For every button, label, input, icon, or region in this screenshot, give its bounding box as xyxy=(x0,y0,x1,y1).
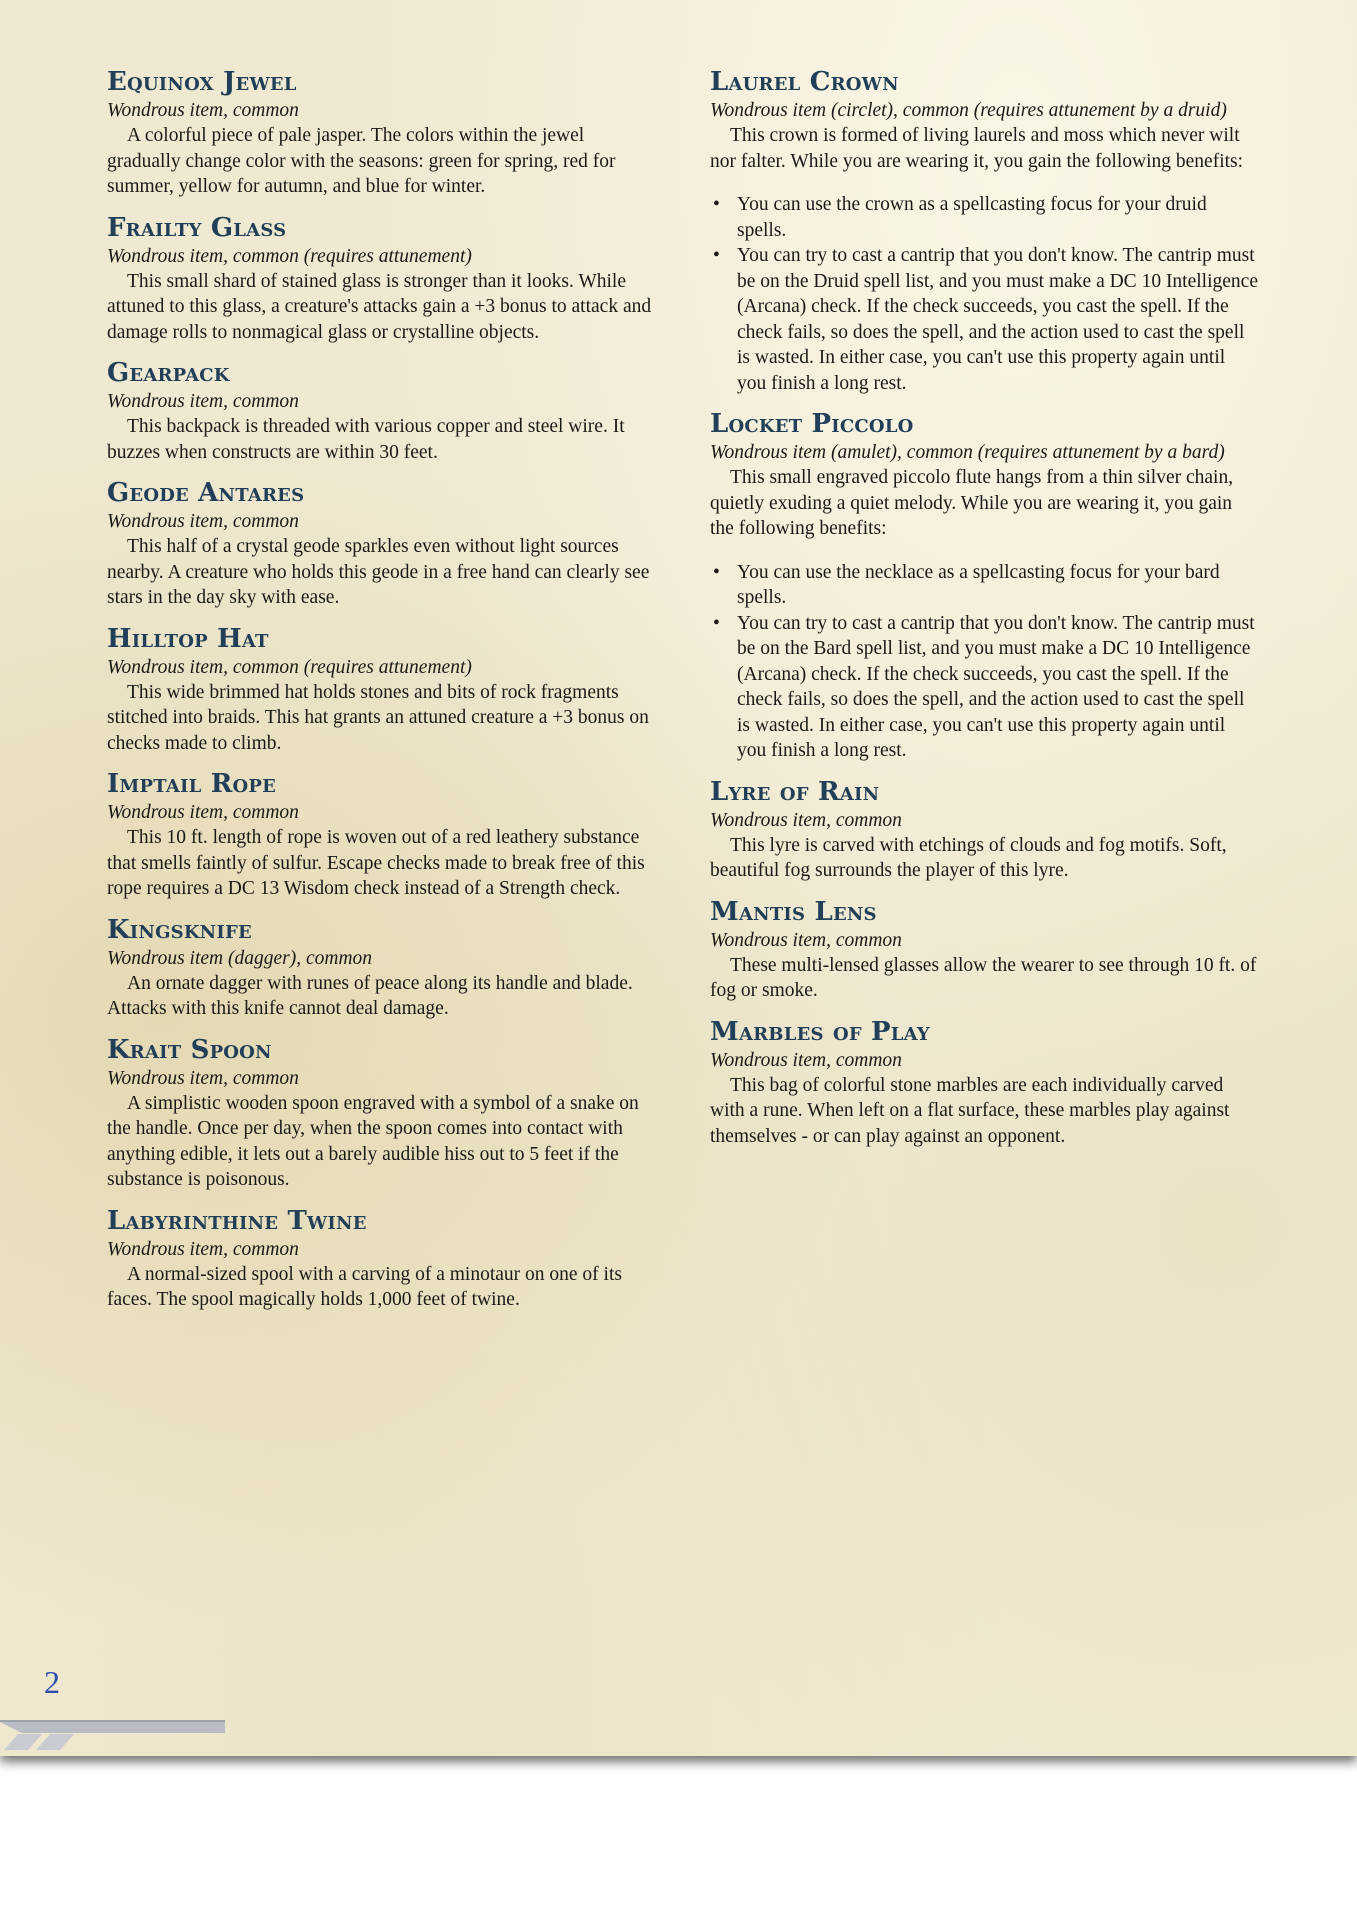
item-title: Kingsknife xyxy=(107,914,252,945)
item-entry xyxy=(710,776,1258,884)
item-entry xyxy=(107,477,652,611)
right-column xyxy=(710,66,1258,1161)
item-title: Krait Spoon xyxy=(107,1034,272,1065)
benefit-list xyxy=(710,560,1258,764)
item-entry xyxy=(107,1205,652,1313)
footer-ornament xyxy=(0,1714,230,1756)
left-column xyxy=(107,66,652,1325)
benefit-bullet: • You can try to cast a cantrip that you don't know. The cantrip must be on the Bard spell list, and you must make a DC 10 Intelligence (Arcana) check. If the check succeeds, you cast the spell. If the check fails, so does the spell, and the action used to cast the spell is wasted. In either case, you can't use this property again until you finish a long rest. xyxy=(737,611,1258,764)
item-subtitle: Wondrous item (circlet), common (requires attunement by a druid) xyxy=(710,100,1227,121)
item-title: Hilltop Hat xyxy=(107,623,269,654)
item-subtitle: Wondrous item, common xyxy=(107,511,299,532)
item-entry xyxy=(107,914,652,1022)
item-title: Frailty Glass xyxy=(107,212,287,243)
item-subtitle: Wondrous item, common xyxy=(710,929,902,951)
item-title: Gearpack xyxy=(107,358,230,388)
benefit-bullet: • You can try to cast a cantrip that you don't know. The cantrip must be on the Druid spell list, and you must make a DC 10 Intelligence (Arcana) check. If the check succeeds, you cast the spell. If the check fails, so does the spell, and the action used to cast the spell is wasted. In either case, you can't use this property again until you finish a long rest. xyxy=(737,243,1258,396)
item-subtitle: Wondrous item, common xyxy=(107,100,299,121)
item-title: Laurel Crown xyxy=(710,67,899,97)
item-entry xyxy=(710,66,1258,396)
item-description: This 10 ft. length of rope is woven out of a red leathery substance that smells faintly of sulfur. Escape checks made to break free of this rope requires a DC 13 Wisdom check instead of a Strength check. xyxy=(107,827,645,899)
item-subtitle: Wondrous item, common (requires attunement) xyxy=(107,245,472,267)
item-description: A colorful piece of pale jasper. The colors within the jewel gradually change color with the seasons: green for spring, red for summer, yellow for autumn, and blue for winter. xyxy=(107,125,616,197)
item-description: An ornate dagger with runes of peace along its handle and blade. Attacks with this knife cannot deal damage. xyxy=(107,972,633,1019)
item-subtitle: Wondrous item, common xyxy=(107,802,299,823)
item-entry xyxy=(107,212,652,346)
item-entry xyxy=(107,768,652,902)
item-subtitle: Wondrous item, common (requires attunement) xyxy=(107,656,472,678)
item-subtitle: Wondrous item, common xyxy=(710,1049,902,1071)
benefit-list xyxy=(710,192,1258,396)
item-description: This small shard of stained glass is stronger than it looks. While attuned to this glass, a creature's attacks gain a +3 bonus to attack and damage rolls to nonmagical glass or crystalline objects. xyxy=(107,270,652,343)
item-subtitle: Wondrous item, common xyxy=(710,809,902,831)
page-number: 2 xyxy=(44,1664,60,1700)
item-description: This crown is formed of living laurels and moss which never wilt nor falter. While you are wearing it, you gain the following benefits: xyxy=(710,125,1244,172)
item-subtitle: Wondrous item (dagger), common xyxy=(107,947,373,969)
item-title: Geode Antares xyxy=(107,478,305,508)
item-description: This wide brimmed hat holds stones and bits of rock fragments stitched into braids. This hat grants an attuned creature a +3 bonus on checks made to climb. xyxy=(107,681,649,754)
item-entry xyxy=(710,1016,1258,1150)
item-subtitle: Wondrous item, common xyxy=(107,1238,299,1260)
item-description: These multi-lensed glasses allow the wearer to see through 10 ft. of fog or smoke. xyxy=(710,954,1257,1001)
benefit-bullet: • You can use the crown as a spellcasting focus for your druid spells. xyxy=(737,192,1258,243)
item-title: Equinox Jewel xyxy=(107,67,297,97)
item-description: This lyre is carved with etchings of clouds and fog motifs. Soft, beautiful fog surrounds the player of this lyre. xyxy=(710,834,1227,881)
benefit-bullet: • You can use the necklace as a spellcasting focus for your bard spells. xyxy=(737,560,1258,611)
item-entry xyxy=(107,357,652,465)
item-title: Locket Piccolo xyxy=(710,409,914,439)
item-description: A normal-sized spool with a carving of a minotaur on one of its faces. The spool magically holds 1,000 feet of twine. xyxy=(107,1263,622,1310)
item-title: Lyre of Rain xyxy=(710,776,880,807)
item-entry xyxy=(710,896,1258,1004)
item-title: Imptail Rope xyxy=(107,769,277,799)
item-title: Labyrinthine Twine xyxy=(107,1205,367,1236)
item-description: This half of a crystal geode sparkles even without light sources nearby. A creature who holds this geode in a free hand can clearly see stars in the day sky with ease. xyxy=(107,536,650,608)
item-description: This bag of colorful stone marbles are each individually carved with a rune. When left on a flat surface, these marbles play against themselves - or can play against an opponent. xyxy=(710,1074,1230,1147)
item-entry xyxy=(710,408,1258,764)
item-subtitle: Wondrous item (amulet), common (requires attunement by a bard) xyxy=(710,442,1225,463)
item-entry xyxy=(107,623,652,757)
item-description: This backpack is threaded with various copper and steel wire. It buzzes when constructs are within 30 feet. xyxy=(107,416,625,463)
item-title: Mantis Lens xyxy=(710,896,877,927)
item-description: A simplistic wooden spoon engraved with a symbol of a snake on the handle. Once per day, when the spoon comes into contact with anything edible, it lets out a barely audible hiss out to 5 feet if the substance is poisonous. xyxy=(107,1092,639,1190)
item-entry xyxy=(107,66,652,200)
item-description: This small engraved piccolo flute hangs from a thin silver chain, quietly exuding a quiet melody. While you are wearing it, you gain the following benefits: xyxy=(710,467,1234,539)
item-subtitle: Wondrous item, common xyxy=(107,391,299,412)
item-subtitle: Wondrous item, common xyxy=(107,1067,299,1089)
item-title: Marbles of Play xyxy=(710,1016,930,1047)
item-entry xyxy=(107,1034,652,1193)
